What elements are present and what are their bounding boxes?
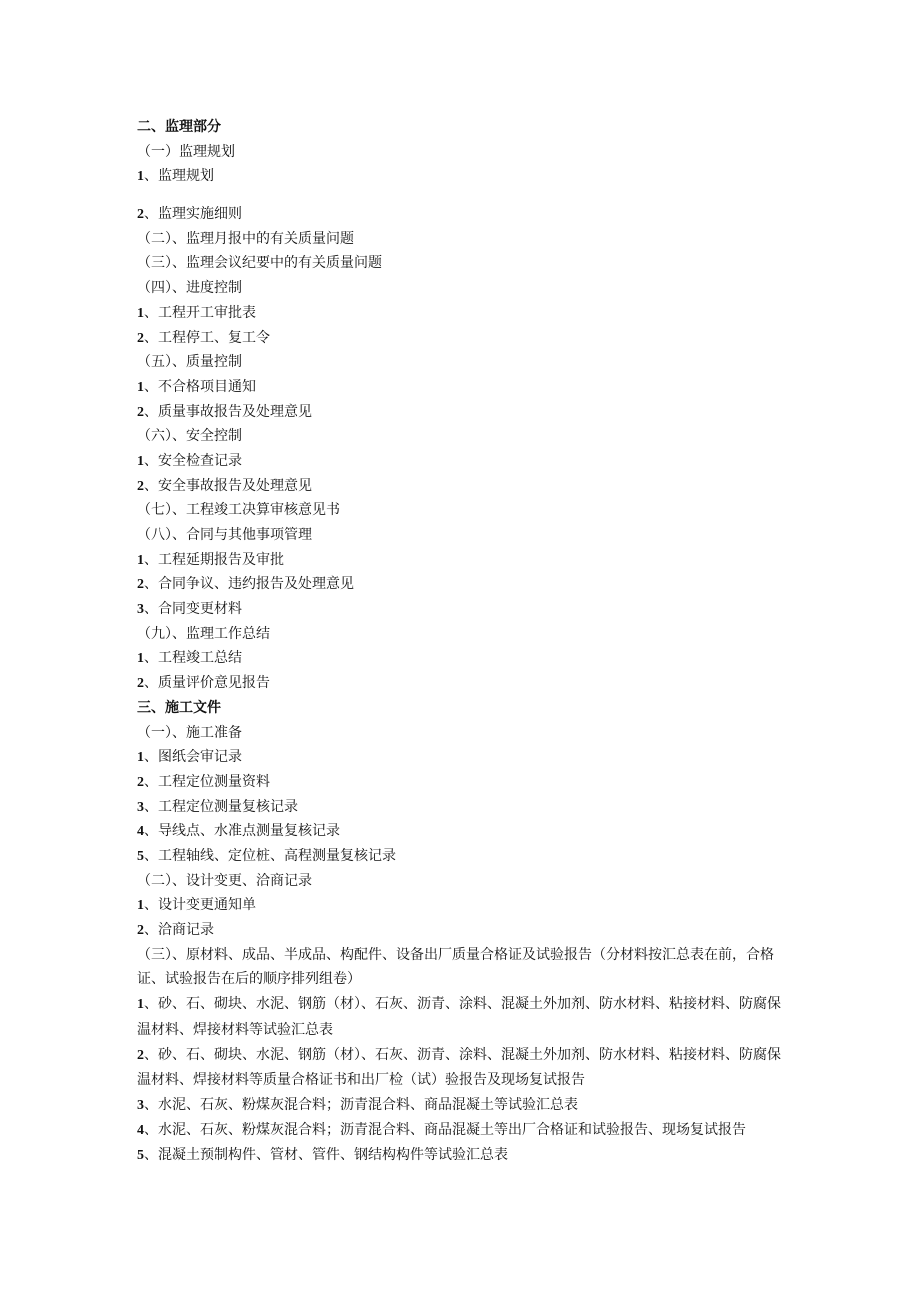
- list-item: [137, 597, 787, 622]
- list-item-text: 、混凝土预制构件、管材、管件、钢结构构件等试验汇总表: [144, 1147, 508, 1164]
- list-item: [137, 646, 787, 671]
- list-item-text: 、工程轴线、定位桩、高程测量复核记录: [144, 847, 396, 864]
- section-heading: 三、施工文件: [137, 699, 221, 716]
- list-item-number: 2: [137, 207, 144, 223]
- list-item: [137, 326, 787, 351]
- list-item: [137, 671, 787, 696]
- list-item-number: 1: [137, 305, 144, 321]
- subsection-heading: （三）、原材料、成品、半成品、构配件、设备出厂质量合格证及试验报告（分材料按汇总表在前，合格证、试验报告在后的顺序排列组卷）: [137, 946, 774, 988]
- list-item: [137, 1043, 787, 1093]
- subsection-heading: （三）、监理会议纪要中的有关质量问题: [137, 255, 382, 272]
- list-item-number: 1: [137, 379, 144, 395]
- list-item-text: 、洽商记录: [144, 922, 214, 938]
- list-item-text: 、砂、石、砌块、水泥、钢筋（材）、石灰、沥青、涂料、混凝土外加剂、防水材料、粘接材料、防腐保温材料、焊接材料等质量合格证书和出厂检（试）验报告及现场复试报告: [137, 1046, 781, 1089]
- list-item-number: 2: [137, 774, 144, 790]
- subsection-heading: （七）、工程竣工决算审核意见书: [137, 502, 340, 519]
- list-item-number: 5: [137, 848, 144, 864]
- list-item-number: 1: [137, 453, 144, 469]
- list-item: [137, 164, 787, 189]
- list-item: [137, 1118, 787, 1144]
- subsection-heading: （八）、合同与其他事项管理: [137, 527, 312, 543]
- list-item-text: 、监理规划: [144, 168, 214, 185]
- list-item: [137, 795, 787, 820]
- list-item-number: 3: [137, 1097, 144, 1113]
- list-item: [137, 375, 787, 400]
- list-item: [137, 918, 787, 943]
- document-body: [137, 115, 787, 1168]
- list-item-number: 2: [137, 330, 144, 346]
- list-item: [137, 474, 787, 499]
- paragraph-gap: [137, 189, 787, 202]
- subsection-heading: （一）、施工准备: [137, 724, 242, 741]
- list-item-text: 、质量事故报告及处理意见: [144, 403, 312, 420]
- list-item: [137, 449, 787, 474]
- list-item: [137, 202, 787, 227]
- list-item-number: 2: [137, 577, 144, 593]
- list-item-number: 1: [137, 169, 144, 185]
- list-item-number: 3: [137, 602, 144, 618]
- subsection-heading: （二）、设计变更、洽商记录: [137, 872, 312, 889]
- list-item-text: 、监理实施细则: [144, 206, 242, 223]
- list-item: [137, 893, 787, 918]
- list-item-number: 2: [137, 478, 144, 494]
- list-item-text: 、工程开工审批表: [144, 304, 256, 321]
- list-item-text: 、合同变更材料: [144, 601, 242, 618]
- list-item-number: 1: [137, 898, 144, 914]
- list-item-text: 、不合格项目通知: [144, 378, 256, 395]
- list-item-text: 、水泥、石灰、粉煤灰混合料；沥青混合料、商品混凝土等出厂合格证和试验报告、现场复试报告: [144, 1121, 746, 1138]
- list-item-text: 、工程定位测量资料: [144, 773, 270, 790]
- list-item-text: 、工程定位测量复核记录: [144, 798, 298, 815]
- list-item: [137, 1093, 787, 1118]
- subsection-heading: （五）、质量控制: [137, 354, 242, 371]
- list-item-number: 1: [137, 997, 144, 1013]
- list-item: [137, 400, 787, 425]
- list-item-text: 、砂、石、砌块、水泥、钢筋（材）、石灰、沥青、涂料、混凝土外加剂、防水材料、粘接材料、防腐保温材料、焊接材料等试验汇总表: [137, 996, 781, 1038]
- list-item-number: 3: [137, 799, 144, 815]
- list-item-number: 2: [137, 923, 144, 938]
- list-item-number: 1: [137, 651, 144, 667]
- list-item-text: 、合同争议、违约报告及处理意见: [144, 576, 354, 593]
- list-item-number: 2: [137, 1047, 144, 1063]
- list-item-number: 4: [137, 824, 144, 840]
- list-item-text: 、工程延期报告及审批: [144, 551, 284, 568]
- list-item-number: 1: [137, 552, 144, 568]
- list-item-text: 、质量评价意见报告: [144, 675, 270, 692]
- list-item-number: 2: [137, 676, 144, 692]
- list-item-text: 、水泥、石灰、粉煤灰混合料；沥青混合料、商品混凝土等试验汇总表: [144, 1096, 578, 1113]
- list-item: [137, 301, 787, 326]
- subsection-heading: （九）、监理工作总结: [137, 625, 270, 642]
- list-item-text: 、安全事故报告及处理意见: [144, 477, 312, 494]
- list-item-text: 、安全检查记录: [144, 452, 242, 469]
- list-item: [137, 745, 787, 770]
- list-item-number: 2: [137, 404, 144, 420]
- subsection-heading: （二）、监理月报中的有关质量问题: [137, 230, 354, 247]
- list-item: [137, 572, 787, 597]
- list-item: [137, 819, 787, 844]
- subsection-heading: （一）监理规划: [137, 143, 235, 160]
- list-item-number: 4: [137, 1122, 144, 1138]
- list-item: [137, 770, 787, 795]
- list-item-text: 、工程竣工总结: [144, 650, 242, 667]
- subsection-heading: （六）、安全控制: [137, 428, 242, 445]
- list-item: [137, 548, 787, 573]
- list-item-number: 1: [137, 750, 144, 766]
- list-item: [137, 992, 787, 1042]
- list-item-text: 、导线点、水准点测量复核记录: [144, 823, 340, 840]
- list-item-number: 5: [137, 1148, 144, 1164]
- subsection-heading: （四）、进度控制: [137, 280, 242, 297]
- list-item: [137, 1143, 787, 1168]
- section-heading: 二、监理部分: [137, 119, 221, 135]
- list-item: [137, 844, 787, 869]
- list-item-text: 、工程停工、复工令: [144, 329, 270, 346]
- list-item-text: 、图纸会审记录: [144, 749, 242, 766]
- list-item-text: 、设计变更通知单: [144, 897, 256, 914]
